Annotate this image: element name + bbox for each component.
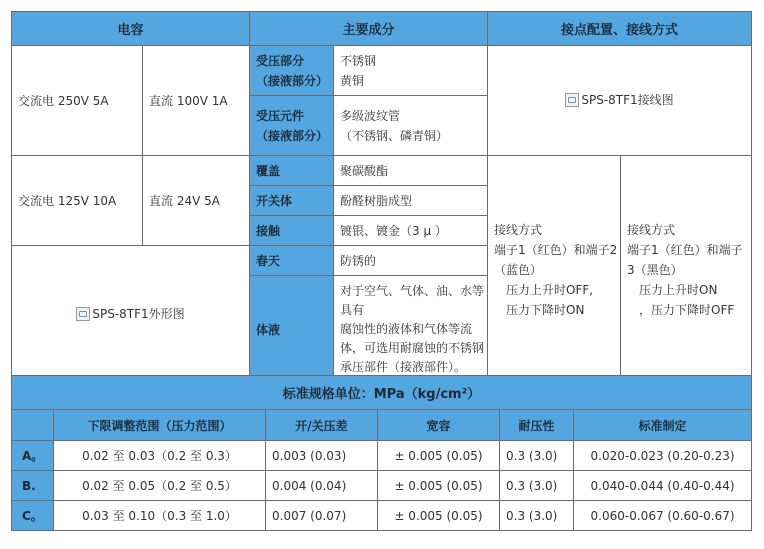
spec-header-blank (12, 410, 54, 441)
value-line: 黄铜 (340, 73, 365, 88)
outline-image (76, 305, 184, 322)
wiring-line: 3（黑色） (627, 262, 683, 277)
broken-image-icon (76, 307, 90, 321)
value-line: 具有 (340, 303, 365, 317)
value-line: 体，可选用耐腐蚀的不锈钢 (340, 341, 485, 355)
row-label: A。 (12, 441, 54, 471)
cell-pressure: 0.3 (3.0) (500, 471, 574, 501)
capacity-dc-100: 直流 100V 1A (143, 46, 250, 156)
cell-differential: 0.004 (0.04) (266, 471, 378, 501)
label-line: （接液部分） (256, 128, 329, 143)
table-row (12, 501, 752, 531)
cell-standard: 0.040-0.044 (0.40-0.44) (574, 471, 752, 501)
cell-tolerance: ± 0.005 (0.05) (378, 471, 500, 501)
wiring-line: 端子1（红色）和端子2 (494, 242, 618, 257)
cell-differential: 0.003 (0.03) (266, 441, 378, 471)
material-label-contact: 接触 (250, 216, 334, 246)
wiring-line: 接线方式 (627, 222, 676, 237)
row-label: B. (12, 471, 54, 501)
capacity-dc-24: 直流 24V 5A (143, 156, 250, 246)
table-row (12, 441, 752, 471)
value-line: 对于空气、气体、油、水等 (340, 284, 485, 298)
cell-pressure: 0.3 (3.0) (500, 501, 574, 531)
wiring-line: （蓝色） (494, 262, 543, 277)
wiring-image-alt: SPS-8TF1接线图 (581, 93, 674, 108)
value-line: 承压部件（接液部件）。 (340, 360, 467, 374)
wiring-line: 压力上升时OFF, (506, 282, 594, 297)
cell-range: 0.03 至 0.10（0.3 至 1.0） (54, 501, 266, 531)
capacity-header: 电容 (12, 12, 250, 46)
outline-image-cell (12, 246, 250, 384)
contacts-header: 接点配置、接线方式 (488, 12, 752, 46)
wiring-line: ，压力下降时OFF (639, 302, 735, 317)
material-value-switch-body: 酚醛树脂成型 (334, 186, 488, 216)
material-label-pressure-element (250, 96, 334, 156)
spec-header-range: 下限调整范围（压力范围） (54, 410, 266, 441)
label-line: 受压部分 (256, 53, 305, 68)
material-value-contact: 镀银、镀金（3 μ ） (334, 216, 488, 246)
cell-range: 0.02 至 0.05（0.2 至 0.5） (54, 471, 266, 501)
spec-table (11, 375, 752, 531)
spec-header-tolerance: 宽容 (378, 410, 500, 441)
wiring-method-left (488, 156, 621, 384)
material-value-pressure-part (334, 46, 488, 96)
cell-differential: 0.007 (0.07) (266, 501, 378, 531)
cell-range: 0.02 至 0.03（0.2 至 0.3） (54, 441, 266, 471)
spec-title: 标准规格单位：MPa（kg/cm²） (12, 376, 752, 410)
material-label-cover: 覆盖 (250, 156, 334, 186)
material-label-pressure-part (250, 46, 334, 96)
material-label-fluid: 体液 (250, 276, 334, 384)
material-value-cover: 聚碳酸酯 (334, 156, 488, 186)
wiring-method-right (621, 156, 752, 384)
material-value-spring: 防锈的 (334, 246, 488, 276)
spec-header-pressure: 耐压性 (500, 410, 574, 441)
capacity-ac-250: 交流电 250V 5A (12, 46, 143, 156)
cell-standard: 0.020-0.023 (0.20-0.23) (574, 441, 752, 471)
wiring-line: 压力下降时ON (506, 302, 585, 317)
value-line: （不锈钢、磷青铜） (340, 128, 449, 143)
wiring-image-cell (488, 46, 752, 156)
material-label-spring: 春天 (250, 246, 334, 276)
spec-header-standard: 标准制定 (574, 410, 752, 441)
row-label: C。 (12, 501, 54, 531)
cell-pressure: 0.3 (3.0) (500, 441, 574, 471)
cell-tolerance: ± 0.005 (0.05) (378, 501, 500, 531)
cell-tolerance: ± 0.005 (0.05) (378, 441, 500, 471)
cell-standard: 0.060-0.067 (0.60-0.67) (574, 501, 752, 531)
value-line: 不锈钢 (340, 53, 377, 68)
material-label-switch-body: 开关体 (250, 186, 334, 216)
material-value-pressure-element (334, 96, 488, 156)
wiring-line: 压力上升时ON (639, 282, 718, 297)
material-value-fluid (334, 276, 488, 384)
value-line: 多级波纹管 (340, 108, 401, 123)
capacity-ac-125: 交流电 125V 10A (12, 156, 143, 246)
materials-header: 主要成分 (250, 12, 488, 46)
broken-image-icon (565, 93, 579, 107)
value-line: 腐蚀性的液体和气体等流 (340, 322, 473, 336)
table-row (12, 471, 752, 501)
wiring-image (565, 91, 673, 108)
spec-header-differential: 开/关压差 (266, 410, 378, 441)
label-line: （接液部分） (256, 73, 329, 88)
top-table (11, 11, 752, 384)
label-line: 受压元件 (256, 108, 305, 123)
wiring-line: 端子1（红色）和端子 (627, 242, 743, 257)
outline-image-alt: SPS-8TF1外形图 (92, 307, 185, 322)
wiring-line: 接线方式 (494, 222, 543, 237)
